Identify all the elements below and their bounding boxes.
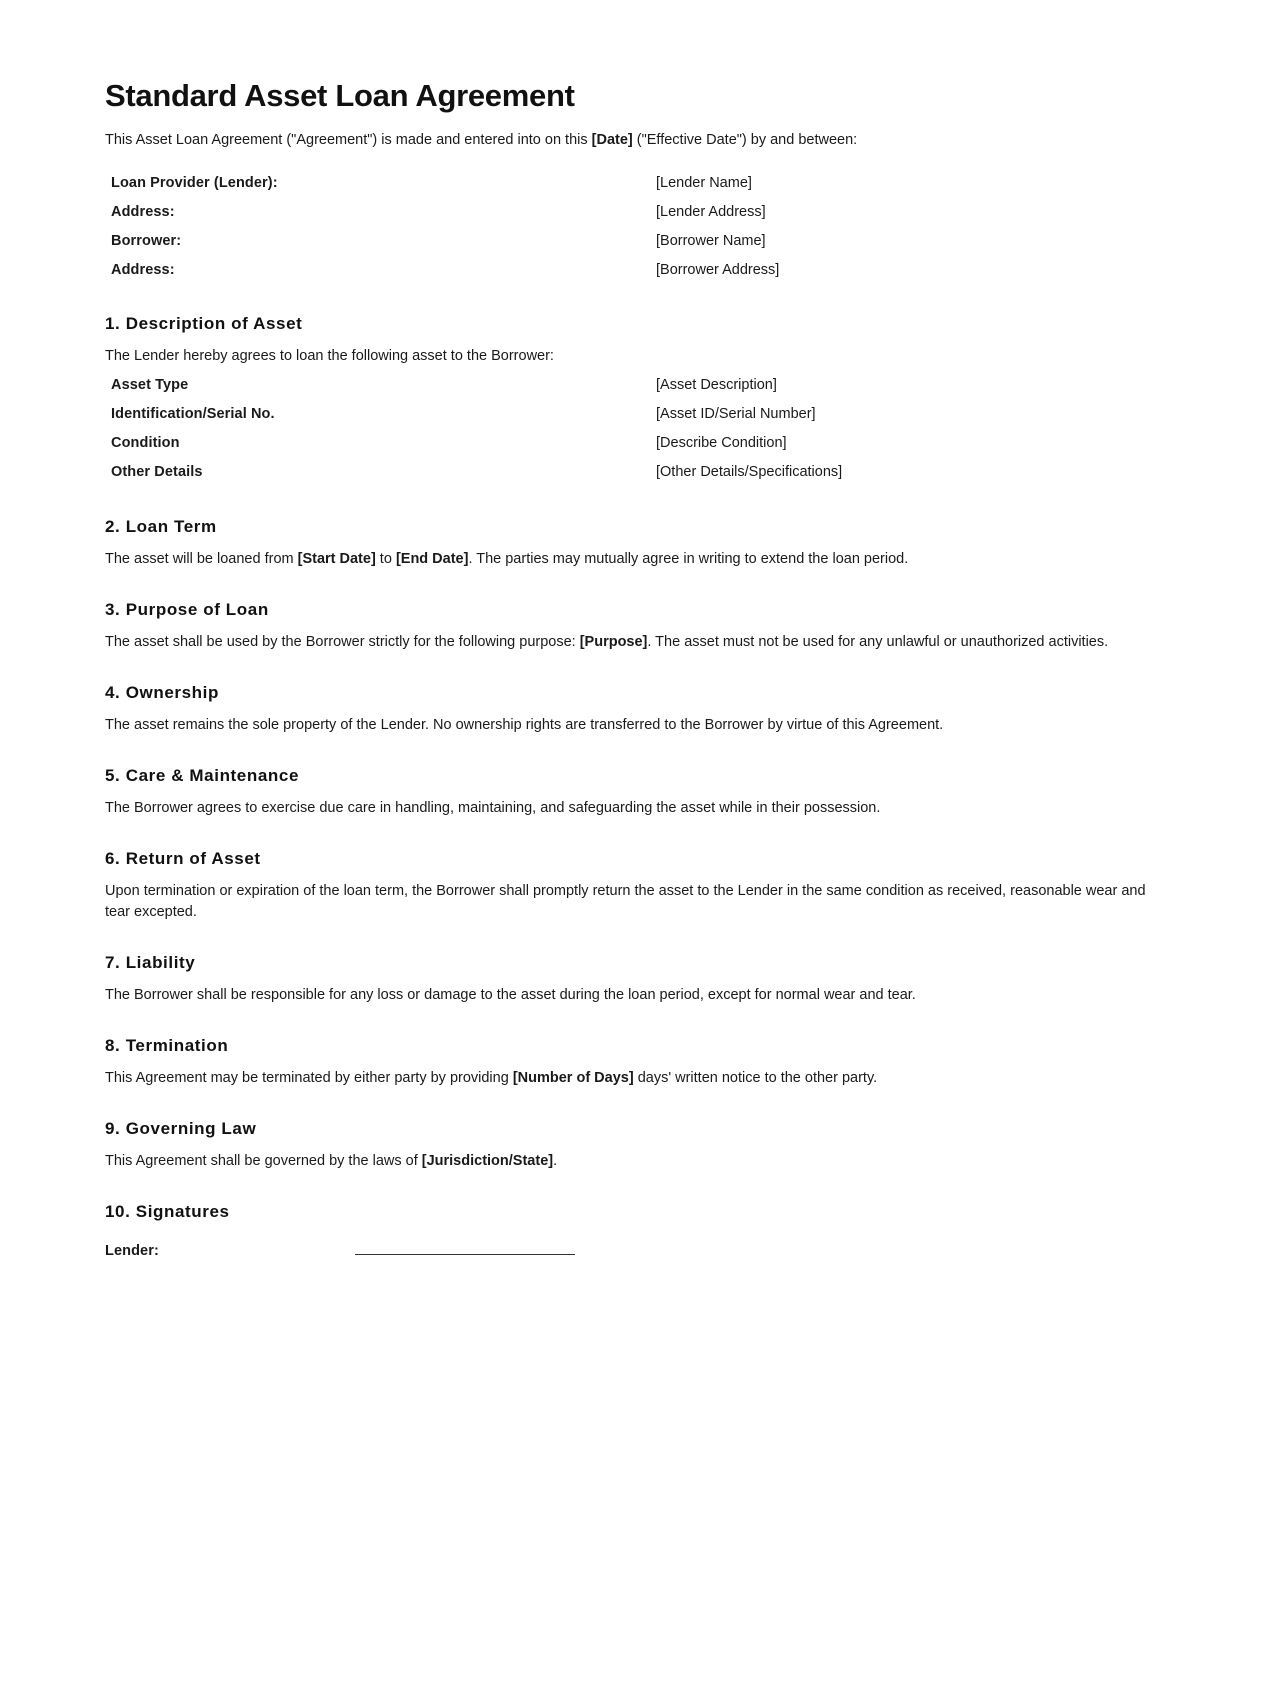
party-label: Borrower: bbox=[111, 232, 182, 249]
signature-block bbox=[105, 1236, 1167, 1263]
asset-value: [Other Details/Specifications] bbox=[656, 463, 843, 480]
signature-table bbox=[105, 1236, 575, 1263]
party-label: Loan Provider (Lender): bbox=[111, 175, 278, 192]
section-body-care-maintenance: The Borrower agrees to exercise due care in handling, maintaining, and safeguarding the asset while in their possession. bbox=[105, 799, 881, 816]
party-label: Address: bbox=[111, 261, 175, 278]
asset-value: [Asset Description] bbox=[656, 377, 777, 394]
section-heading-termination: 8. Termination bbox=[105, 1035, 229, 1055]
signature-line[interactable] bbox=[355, 1240, 575, 1255]
table-row bbox=[105, 458, 1167, 487]
text-run: days' written notice to the other party. bbox=[633, 1069, 878, 1086]
text-run: . bbox=[553, 1152, 558, 1169]
intro-date-placeholder: [Date] bbox=[591, 132, 633, 148]
asset-details-table bbox=[105, 371, 1167, 486]
asset-label: Asset Type bbox=[111, 377, 189, 394]
table-row bbox=[105, 371, 1167, 400]
section-heading-ownership: 4. Ownership bbox=[105, 682, 219, 702]
text-run: The asset shall be used by the Borrower strictly for the following purpose: bbox=[105, 633, 580, 650]
asset-label: Identification/Serial No. bbox=[111, 406, 275, 423]
section-heading-governing-law: 9. Governing Law bbox=[105, 1118, 257, 1138]
text-run: to bbox=[375, 550, 396, 567]
table-row bbox=[105, 227, 1167, 256]
asset-value: [Describe Condition] bbox=[656, 435, 787, 452]
intro-text-before: This Asset Loan Agreement ("Agreement") is made and entered into on this bbox=[105, 132, 592, 148]
asset-value: [Asset ID/Serial Number] bbox=[656, 406, 816, 423]
intro-text-after: ("Effective Date") by and between: bbox=[632, 132, 858, 148]
number-of-days-placeholder: [Number of Days] bbox=[512, 1069, 634, 1086]
section-body-purpose-of-loan bbox=[105, 632, 1167, 653]
party-value: [Lender Address] bbox=[656, 203, 766, 220]
text-run: . The parties may mutually agree in writing to extend the loan period. bbox=[468, 550, 909, 567]
asset-label: Other Details bbox=[111, 463, 203, 480]
end-date-placeholder: [End Date] bbox=[395, 550, 469, 567]
start-date-placeholder: [Start Date] bbox=[297, 550, 376, 567]
section-heading-signatures: 10. Signatures bbox=[105, 1201, 230, 1221]
purpose-placeholder: [Purpose] bbox=[579, 633, 648, 650]
party-value: [Lender Name] bbox=[656, 175, 752, 192]
section-heading-care-maintenance: 5. Care & Maintenance bbox=[105, 765, 299, 785]
table-row bbox=[105, 256, 1167, 285]
jurisdiction-placeholder: [Jurisdiction/State] bbox=[421, 1152, 554, 1169]
section-body-termination bbox=[105, 1068, 1167, 1089]
section-heading-return-of-asset: 6. Return of Asset bbox=[105, 848, 261, 868]
section-heading-liability: 7. Liability bbox=[105, 952, 196, 972]
party-label: Address: bbox=[111, 203, 175, 220]
table-row bbox=[105, 198, 1167, 227]
text-run: This Agreement shall be governed by the laws of bbox=[105, 1152, 422, 1169]
signature-line-lender[interactable] bbox=[355, 1236, 575, 1263]
section-body-loan-term bbox=[105, 549, 1167, 570]
section-intro-description-of-asset: The Lender hereby agrees to loan the following asset to the Borrower: bbox=[105, 348, 554, 365]
signature-label-lender: Lender: bbox=[105, 1242, 159, 1259]
section-heading-description-of-asset: 1. Description of Asset bbox=[105, 314, 303, 334]
table-row bbox=[105, 400, 1167, 429]
page-title: Standard Asset Loan Agreement bbox=[105, 78, 575, 113]
text-run: . The asset must not be used for any unlawful or unauthorized activities. bbox=[647, 633, 1109, 650]
party-value: [Borrower Name] bbox=[656, 232, 766, 249]
parties-table bbox=[105, 169, 1167, 284]
section-heading-purpose-of-loan: 3. Purpose of Loan bbox=[105, 599, 269, 619]
section-body-ownership: The asset remains the sole property of the Lender. No ownership rights are transferred to the Borrower by virtue of this Agreement. bbox=[105, 716, 944, 733]
section-body-liability: The Borrower shall be responsible for any loss or damage to the asset during the loan period, except for normal wear and tear. bbox=[105, 986, 916, 1003]
table-row bbox=[105, 429, 1167, 458]
section-body-return-of-asset: Upon termination or expiration of the loan term, the Borrower shall promptly return the asset to the Lender in the same condition as received, reasonable wear and tear excepted. bbox=[105, 882, 1146, 920]
party-value: [Borrower Address] bbox=[656, 261, 780, 278]
section-body-governing-law bbox=[105, 1151, 1167, 1172]
intro-paragraph bbox=[105, 130, 1167, 151]
section-heading-loan-term: 2. Loan Term bbox=[105, 516, 217, 536]
table-row bbox=[105, 169, 1167, 198]
text-run: This Agreement may be terminated by either party by providing bbox=[105, 1069, 513, 1086]
table-row bbox=[105, 1236, 575, 1263]
asset-label: Condition bbox=[111, 435, 180, 452]
text-run: The asset will be loaned from bbox=[105, 550, 298, 567]
